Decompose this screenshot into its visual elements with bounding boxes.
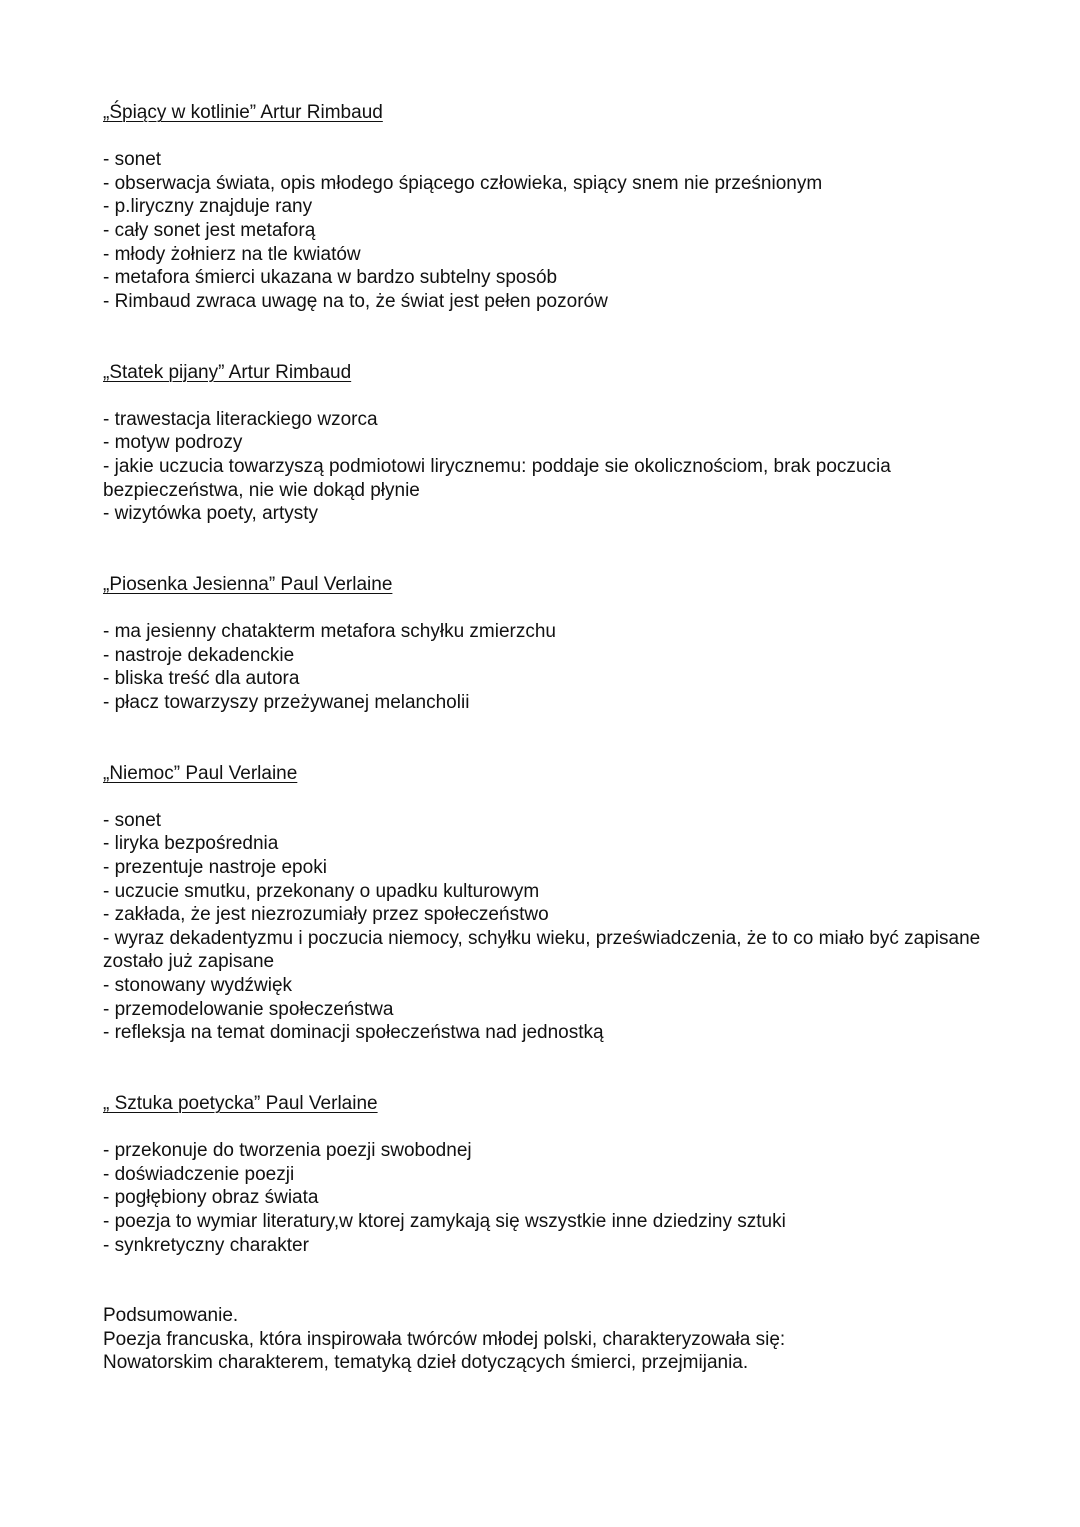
summary-line: Poezja francuska, która inspirowała twórców młodej polski, charakteryzowała się: <box>103 1328 786 1350</box>
bullet-list <box>103 620 1003 714</box>
list-item: - stonowany wydźwięk <box>103 974 293 996</box>
list-item: - nastroje dekadenckie <box>103 644 295 666</box>
list-item: - Rimbaud zwraca uwagę na to, że świat jest pełen pozorów <box>103 290 608 312</box>
list-item: - motyw podrozy <box>103 432 243 454</box>
section-statek-pijany <box>103 361 1003 526</box>
document-page <box>103 101 1003 1375</box>
section-title: „ Sztuka poetycka” Paul Verlaine <box>103 1092 378 1114</box>
list-item: - wyraz dekadentyzmu i poczucia niemocy, schyłku wieku, przeświadczenia, że to co miało być zapisane zostało już zapisane <box>103 927 981 973</box>
section-piosenka-jesienna <box>103 573 1003 715</box>
list-item: - wizytówka poety, artysty <box>103 503 319 525</box>
summary-heading: Podsumowanie. <box>103 1305 239 1327</box>
list-item: - cały sonet jest metaforą <box>103 219 316 241</box>
list-item: - płacz towarzyszy przeżywanej melancholii <box>103 691 470 713</box>
bullet-list <box>103 148 1003 313</box>
list-item: - ma jesienny chatakterm metafora schyłku zmierzchu <box>103 621 556 643</box>
list-item: - jakie uczucia towarzyszą podmiotowi lirycznemu: poddaje sie okolicznościom, brak poczucia bezpieczeństwa, nie wie dokąd płynie <box>103 455 891 501</box>
list-item: - sonet <box>103 809 162 831</box>
spacer <box>103 714 1003 761</box>
list-item: - przemodelowanie społeczeństwa <box>103 998 394 1020</box>
bullet-list <box>103 809 1003 1045</box>
list-item: - młody żołnierz na tle kwiatów <box>103 243 361 265</box>
spacer <box>103 526 1003 573</box>
list-item: - przekonuje do tworzenia poezji swobodnej <box>103 1140 472 1162</box>
section-title: „Piosenka Jesienna” Paul Verlaine <box>103 573 393 595</box>
spacer <box>103 1045 1003 1092</box>
section-sztuka-poetycka <box>103 1092 1003 1257</box>
section-spiacy-w-kotlinie <box>103 101 1003 313</box>
list-item: - uczucie smutku, przekonany o upadku kulturowym <box>103 880 540 902</box>
list-item: - liryka bezpośrednia <box>103 833 279 855</box>
section-title: „Niemoc” Paul Verlaine <box>103 762 298 784</box>
list-item: - p.liryczny znajduje rany <box>103 196 313 218</box>
bullet-list <box>103 408 1003 526</box>
summary-line: Nowatorskim charakterem, tematyką dzieł dotyczących śmierci, przejmijania. <box>103 1352 749 1374</box>
bullet-list <box>103 1139 1003 1257</box>
section-title: „Śpiący w kotlinie” Artur Rimbaud <box>103 102 383 123</box>
spacer <box>103 1257 1003 1304</box>
list-item: - pogłębiony obraz świata <box>103 1187 319 1209</box>
list-item: - poezja to wymiar literatury,w ktorej zamykają się wszystkie inne dziedziny sztuki <box>103 1210 786 1232</box>
list-item: - metafora śmierci ukazana w bardzo subtelny sposób <box>103 267 558 289</box>
list-item: - refleksja na temat dominacji społeczeństwa nad jednostką <box>103 1022 604 1044</box>
list-item: - zakłada, że jest niezrozumiały przez społeczeństwo <box>103 904 549 926</box>
list-item: - obserwacja świata, opis młodego śpiącego człowieka, spiący snem nie prześnionym <box>103 172 823 194</box>
list-item: - prezentuje nastroje epoki <box>103 857 327 878</box>
list-item: - bliska treść dla autora <box>103 668 300 690</box>
section-niemoc <box>103 762 1003 1045</box>
summary-section <box>103 1304 1003 1375</box>
section-title: „Statek pijany” Artur Rimbaud <box>103 361 352 383</box>
list-item: - trawestacja literackiego wzorca <box>103 408 378 430</box>
list-item: - sonet <box>103 149 162 171</box>
list-item: - doświadczenie poezji <box>103 1163 295 1185</box>
list-item: - synkretyczny charakter <box>103 1234 309 1256</box>
spacer <box>103 313 1003 360</box>
